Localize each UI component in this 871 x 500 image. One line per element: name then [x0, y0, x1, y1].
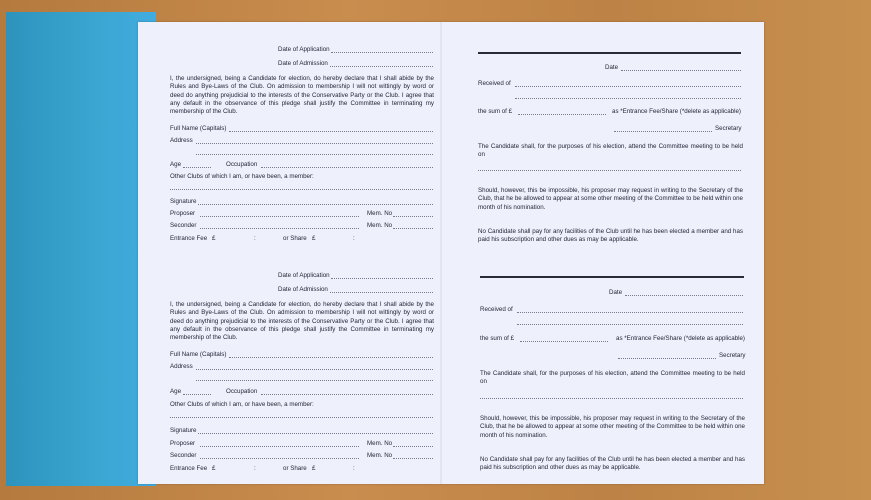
signature-label: Signature	[170, 427, 197, 434]
page-fold	[440, 22, 442, 484]
received-of-label: Received of	[478, 80, 511, 87]
full-name-label: Full Name (Capitals)	[170, 125, 227, 132]
date-of-admission-field[interactable]	[330, 66, 433, 67]
secretary-signature-field[interactable]	[614, 131, 712, 132]
mem-no-label: Mem. No	[367, 440, 393, 447]
other-clubs-field[interactable]	[170, 417, 433, 418]
signature-label: Signature	[170, 198, 197, 205]
address-field-2[interactable]	[196, 380, 433, 381]
date-field[interactable]	[625, 295, 743, 296]
separator-colon: :	[353, 465, 355, 472]
mem-no-label: Mem. No	[367, 210, 393, 217]
proposer-request-text: Should, however, this be impossible, his proposer may request in writing to the Secretary of the Club, that he be allowed to appear at some other meeting of the Committee to be held within one month of his nomination.	[478, 187, 743, 211]
seconder-mem-no-field[interactable]	[393, 458, 433, 459]
received-of-field-2[interactable]	[515, 98, 741, 99]
sum-of-label: the sum of £	[480, 335, 515, 342]
date-field[interactable]	[621, 70, 741, 71]
proposer-field[interactable]	[200, 446, 359, 447]
age-field[interactable]	[183, 394, 211, 395]
proposer-mem-no-field[interactable]	[393, 216, 433, 217]
proposer-label: Proposer	[170, 440, 196, 447]
other-clubs-field[interactable]	[170, 189, 433, 190]
facilities-notice-text: No Candidate shall pay for any facilities of the Club until he has been elected a member and has paid his subscription and other dues as may be applicable.	[480, 456, 745, 472]
proposer-mem-no-field[interactable]	[393, 446, 433, 447]
received-of-field-1[interactable]	[517, 312, 743, 313]
tear-off-rule	[478, 52, 741, 54]
secretary-label: Secretary	[715, 125, 742, 132]
other-clubs-label: Other Clubs of which I am, or have been, a member:	[170, 401, 314, 408]
or-share-label: or Share	[283, 465, 307, 472]
address-field-1[interactable]	[196, 143, 433, 144]
secretary-signature-field[interactable]	[618, 358, 716, 359]
full-name-field[interactable]	[229, 131, 433, 132]
age-label: Age	[170, 388, 182, 395]
date-of-admission-label: Date of Admission	[278, 286, 328, 293]
tear-off-rule	[480, 276, 744, 278]
fee-share-label: as *Entrance Fee/Share (*delete as applicable)	[612, 108, 741, 115]
fee-share-label: as *Entrance Fee/Share (*delete as applicable)	[616, 335, 745, 342]
address-label: Address	[170, 363, 193, 370]
occupation-label: Occupation	[226, 388, 258, 395]
date-label: Date	[605, 64, 619, 71]
date-label: Date	[609, 289, 623, 296]
or-share-label: or Share	[283, 235, 307, 242]
address-field-2[interactable]	[196, 154, 433, 155]
attend-committee-text: The Candidate shall, for the purposes of his election, attend the Committee meeting to be held on	[480, 370, 745, 386]
currency-symbol: £	[212, 235, 216, 242]
address-field-1[interactable]	[196, 369, 433, 370]
meeting-date-field[interactable]	[480, 398, 743, 399]
seconder-label: Seconder	[170, 222, 197, 229]
occupation-label: Occupation	[226, 161, 258, 168]
mem-no-label: Mem. No	[367, 452, 393, 459]
age-field[interactable]	[183, 167, 211, 168]
address-label: Address	[170, 137, 193, 144]
date-of-application-field[interactable]	[331, 52, 433, 53]
date-of-application-label: Date of Application	[278, 272, 330, 279]
received-of-field-1[interactable]	[515, 86, 741, 87]
full-name-field[interactable]	[229, 357, 433, 358]
seconder-field[interactable]	[200, 228, 359, 229]
sum-of-label: the sum of £	[478, 108, 513, 115]
currency-symbol: £	[212, 465, 216, 472]
seconder-mem-no-field[interactable]	[393, 228, 433, 229]
seconder-label: Seconder	[170, 452, 197, 459]
separator-colon: :	[254, 235, 256, 242]
full-name-label: Full Name (Capitals)	[170, 351, 227, 358]
seconder-field[interactable]	[200, 458, 359, 459]
other-clubs-label: Other Clubs of which I am, or have been, a member:	[170, 173, 314, 180]
date-of-admission-label: Date of Admission	[278, 60, 328, 67]
signature-field[interactable]	[198, 204, 433, 205]
signature-field[interactable]	[198, 433, 433, 434]
proposer-field[interactable]	[200, 216, 359, 217]
received-of-field-2[interactable]	[517, 324, 743, 325]
attend-committee-text: The Candidate shall, for the purposes of his election, attend the Committee meeting to be held on	[478, 143, 743, 159]
currency-symbol: £	[312, 235, 316, 242]
declaration-text: I, the undersigned, being a Candidate for election, do hereby declare that I shall abide by the Rules and Bye-Laws of the Club. On admission to membership I will not wittingly by word or deed do anything prejudicial to the interests of the Conservative Party or the Club. I agree that any default in the observance of this pledge shall justify the Committee in terminating my membership of the Club.	[170, 301, 434, 342]
entrance-fee-label: Entrance Fee	[170, 235, 208, 242]
proposer-request-text: Should, however, this be impossible, his proposer may request in writing to the Secretary of the Club, that he be allowed to appear at some other meeting of the Committee to be held within one month of his nomination.	[480, 415, 745, 439]
currency-symbol: £	[312, 465, 316, 472]
sum-field[interactable]	[520, 341, 608, 342]
blue-cover-page	[6, 12, 156, 486]
separator-colon: :	[353, 235, 355, 242]
mem-no-label: Mem. No	[367, 222, 393, 229]
occupation-field[interactable]	[261, 167, 433, 168]
meeting-date-field[interactable]	[478, 170, 741, 171]
entrance-fee-label: Entrance Fee	[170, 465, 208, 472]
received-of-label: Received of	[480, 306, 513, 313]
occupation-field[interactable]	[261, 394, 433, 395]
separator-colon: :	[254, 465, 256, 472]
facilities-notice-text: No Candidate shall pay for any facilities of the Club until he has been elected a member and has paid his subscription and other dues as may be applicable.	[478, 228, 743, 244]
proposer-label: Proposer	[170, 210, 196, 217]
secretary-label: Secretary	[719, 352, 746, 359]
date-of-application-label: Date of Application	[278, 46, 330, 53]
date-of-admission-field[interactable]	[330, 292, 433, 293]
date-of-application-field[interactable]	[331, 278, 433, 279]
age-label: Age	[170, 161, 182, 168]
sum-field[interactable]	[518, 114, 606, 115]
declaration-text: I, the undersigned, being a Candidate for election, do hereby declare that I shall abide by the Rules and Bye-Laws of the Club. On admission to membership I will not wittingly by word or deed do anything prejudicial to the interests of the Conservative Party or the Club. I agree that any default in the observance of this pledge shall justify the Committee in terminating my membership of the Club.	[170, 75, 434, 116]
